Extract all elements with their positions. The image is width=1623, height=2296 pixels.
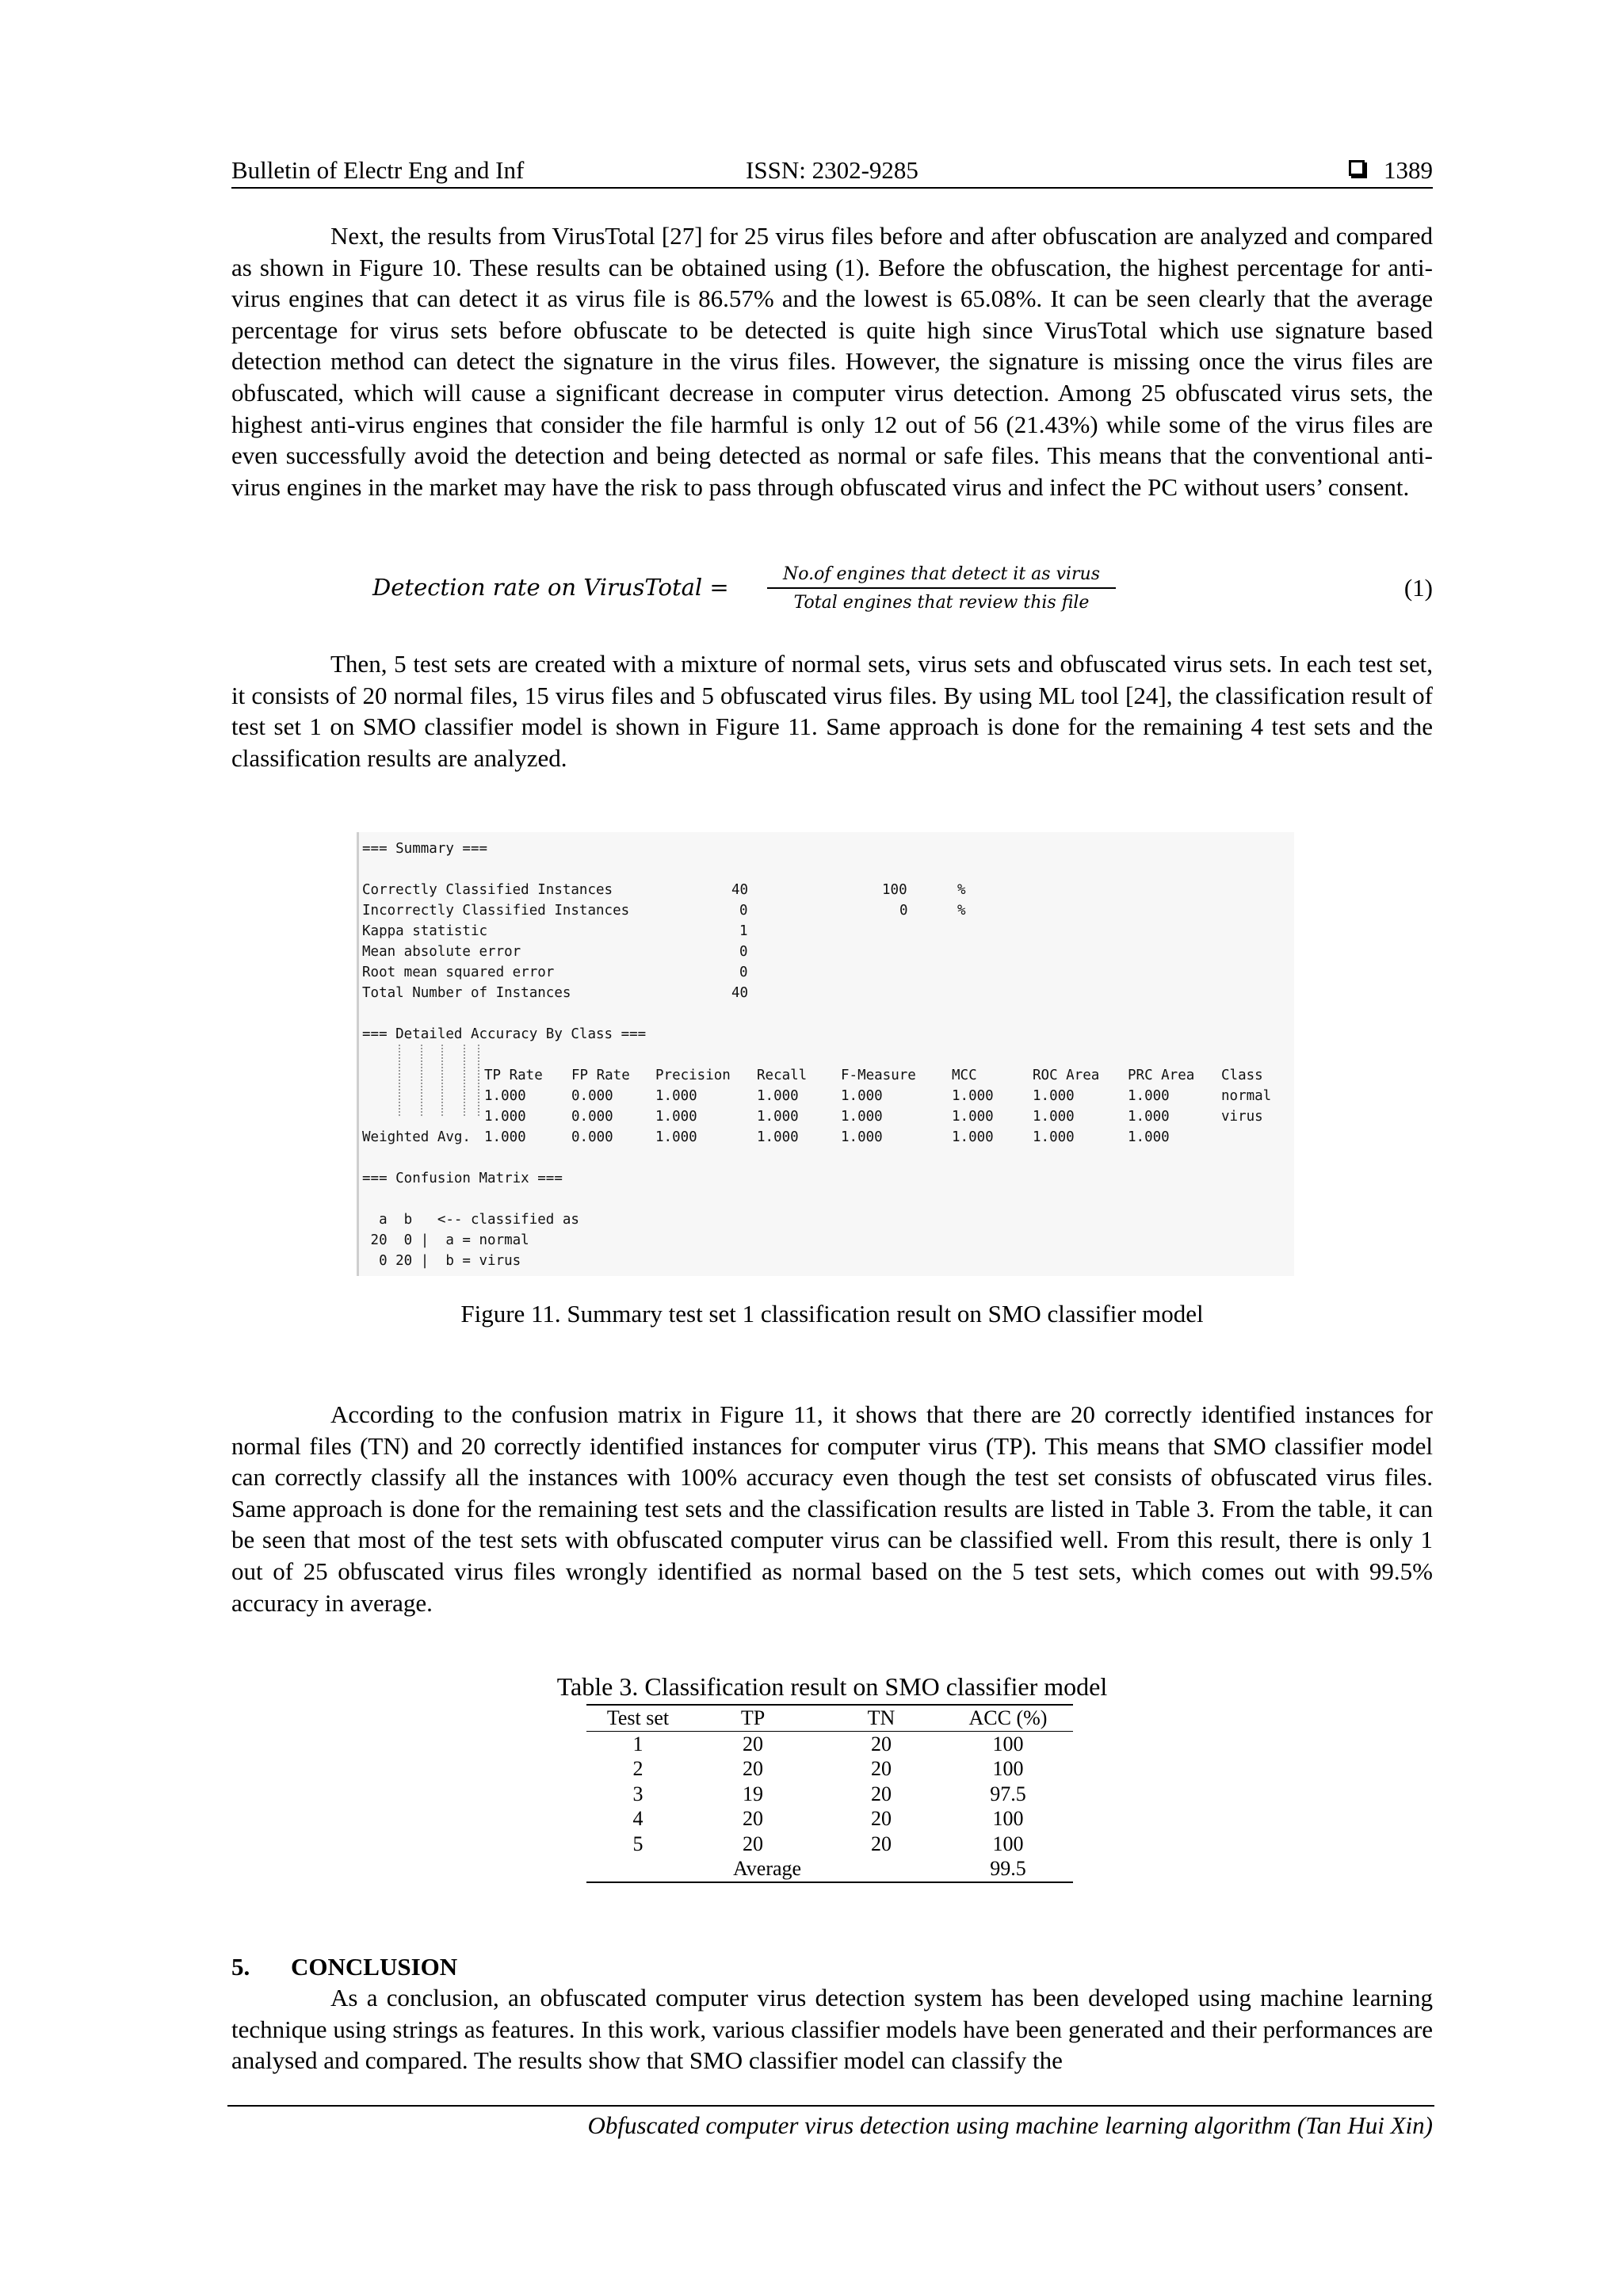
acc-cell: 1.000 xyxy=(484,1129,526,1145)
table-cell: 20 xyxy=(743,1832,763,1855)
acc-cell: 1.000 xyxy=(952,1109,994,1125)
table-cell: 20 xyxy=(743,1732,763,1755)
tree-line xyxy=(478,1045,479,1116)
summary-label: Total Number of Instances xyxy=(362,985,571,1001)
table-cell: 4 xyxy=(632,1807,643,1830)
table-cell: 100 xyxy=(992,1807,1024,1830)
table-header-row xyxy=(586,1706,1073,1732)
paragraph-conclusion: As a conclusion, an obfuscated computer virus detection system has been developed using machine learning technique using strings as features. In this work, various classifier models have been generated and their performances are analysed and compared. The results show that SMO classifier model can classify the xyxy=(231,1984,1433,2075)
summary-pct: 100 xyxy=(882,882,907,898)
summary-value: 1 xyxy=(739,923,748,939)
checkbox-square-icon xyxy=(1349,160,1365,176)
table-cell: 20 xyxy=(743,1757,763,1780)
equation-fraction xyxy=(767,564,1116,613)
page-number: 1389 xyxy=(1384,156,1433,184)
table-header-cell: TN xyxy=(867,1706,896,1729)
table-3-title: Table 3. Classification result on SMO classifier model xyxy=(556,1672,1108,1701)
acc-cell: 1.000 xyxy=(1033,1109,1075,1125)
confusion-line: a b <-- classified as xyxy=(362,1212,579,1228)
acc-cell: 1.000 xyxy=(841,1129,883,1145)
journal-name: Bulletin of Electr Eng and Inf xyxy=(231,156,525,184)
summary-label: Correctly Classified Instances xyxy=(362,882,613,898)
tree-line xyxy=(464,1045,465,1116)
summary-value: 0 xyxy=(739,944,748,960)
table-row xyxy=(586,1806,1073,1832)
equation-denominator: Total engines that review this file xyxy=(793,593,1090,613)
acc-header: PRC Area xyxy=(1128,1068,1195,1083)
tree-line xyxy=(399,1045,400,1116)
average-value: 99.5 xyxy=(990,1857,1026,1880)
table-cell: 5 xyxy=(632,1832,643,1855)
tree-line xyxy=(441,1045,443,1116)
average-label: Average xyxy=(732,1857,802,1880)
equation-lhs: Detection rate on VirusTotal = xyxy=(372,574,729,601)
acc-header: Precision xyxy=(655,1068,731,1083)
acc-cell: 1.000 xyxy=(1128,1109,1170,1125)
table-header-cell: ACC (%) xyxy=(968,1706,1048,1729)
acc-header: ROC Area xyxy=(1033,1068,1100,1083)
acc-cell: 1.000 xyxy=(1033,1129,1075,1145)
summary-value: 0 xyxy=(739,965,748,980)
summary-unit: % xyxy=(957,882,966,898)
acc-cell: 1.000 xyxy=(1128,1088,1170,1104)
summary-value: 40 xyxy=(731,985,749,1001)
table-cell: 20 xyxy=(743,1807,763,1830)
issn: ISSN: 2302-9285 xyxy=(746,156,918,184)
table-cell: 20 xyxy=(871,1807,892,1830)
acc-header: F-Measure xyxy=(841,1068,916,1083)
table-cell: 20 xyxy=(871,1832,892,1855)
acc-header: Recall xyxy=(757,1068,808,1083)
table-cell: 20 xyxy=(871,1732,892,1755)
equation-number: (1) xyxy=(1403,574,1433,602)
table-cell: 100 xyxy=(992,1757,1024,1780)
running-header xyxy=(231,155,1433,189)
acc-header: FP Rate xyxy=(571,1068,630,1083)
figure-11-caption: Figure 11. Summary test set 1 classification result on SMO classifier model xyxy=(460,1300,1204,1328)
table-row xyxy=(586,1832,1073,1857)
table-header-cell: Test set xyxy=(606,1706,670,1729)
table-cell: 97.5 xyxy=(990,1782,1026,1805)
summary-label: Kappa statistic xyxy=(362,923,488,939)
acc-cell: virus xyxy=(1221,1109,1263,1125)
table-cell: 3 xyxy=(632,1782,643,1805)
summary-label: Mean absolute error xyxy=(362,944,521,960)
acc-cell: 1.000 xyxy=(655,1088,697,1104)
confusion-line: 20 0 | a = normal xyxy=(362,1232,529,1248)
table-cell: 20 xyxy=(871,1782,892,1805)
summary-heading: === Summary === xyxy=(362,841,488,857)
acc-cell: 1.000 xyxy=(952,1088,994,1104)
summary-label: Root mean squared error xyxy=(362,965,555,980)
table-cell: 100 xyxy=(992,1732,1024,1755)
acc-cell: 1.000 xyxy=(655,1129,697,1145)
acc-cell: 1.000 xyxy=(484,1109,526,1125)
paragraph-confusion-matrix: According to the confusion matrix in Figure 11, it shows that there are 20 correctly identified instances for normal files (TN) and 20 correctly identified instances for computer virus (TP). This means that SMO classifier model can correctly classify all the instances with 100% accuracy even though the test set consists of obfuscated virus files. Same approach is done for the remaining test sets and the classification results are listed in Table 3. From the table, it can be seen that most of the test sets with obfuscated computer virus can be classified well. From this result, there is only 1 out of 25 obfuscated virus files wrongly identified as normal based on the 5 test sets, which comes out with 99.5% accuracy in average. xyxy=(231,1400,1433,1617)
acc-cell: 1.000 xyxy=(841,1109,883,1125)
table-cell: 100 xyxy=(992,1832,1024,1855)
table-row xyxy=(586,1732,1073,1757)
summary-unit: % xyxy=(957,903,966,919)
acc-cell: 0.000 xyxy=(571,1109,613,1125)
acc-cell: 1.000 xyxy=(1128,1129,1170,1145)
equation-numerator: No.of engines that detect it as virus xyxy=(767,564,1116,589)
table-cell: 1 xyxy=(632,1732,643,1755)
acc-cell: 1.000 xyxy=(1033,1088,1075,1104)
acc-cell: 0.000 xyxy=(571,1129,613,1145)
table-average-row xyxy=(586,1856,1073,1881)
paragraph-virustotal-results: Next, the results from VirusTotal [27] for 25 virus files before and after obfuscation are analyzed and compared as shown in Figure 10. These results can be obtained using (1). Before the obfuscation, the highest percentage for anti-virus engines that can detect it as virus file is 86.57% and the lowest is 65.08%. It can be seen clearly that the average percentage for virus sets before obfuscate to be detected is quite high since VirusTotal which use signature based detection method can detect the signature in the virus files. However, the signature is missing once the virus files are obfuscated, which will cause a significant decrease in computer virus detection. Among 25 obfuscated virus sets, the highest anti-virus engines that consider the file harmful is only 12 out of 56 (21.43%) while some of the virus files are even successfully avoid the detection and being detected as normal or safe files. This means that the conventional anti-virus engines in the market may have the risk to pass through obfuscated virus and infect the PC without users’ consent. xyxy=(231,222,1433,501)
section-heading xyxy=(231,1953,458,1981)
paragraph-test-sets: Then, 5 test sets are created with a mixture of normal sets, virus sets and obfuscated virus sets. In each test set, it consists of 20 normal files, 15 virus files and 5 obfuscated virus files. By using ML tool [24], the classification result of test set 1 on SMO classifier model is shown in Figure 11. Same approach is done for the remaining 4 test sets and the classification results are analyzed. xyxy=(231,650,1433,772)
acc-header: MCC xyxy=(952,1068,977,1083)
weighted-avg-label: Weighted Avg. xyxy=(362,1129,471,1145)
confusion-heading: === Confusion Matrix === xyxy=(362,1171,563,1186)
acc-cell: normal xyxy=(1221,1088,1272,1104)
tree-line xyxy=(421,1045,422,1116)
confusion-line: 0 20 | b = virus xyxy=(362,1253,521,1269)
acc-header: Class xyxy=(1221,1068,1263,1083)
acc-cell: 1.000 xyxy=(757,1129,799,1145)
acc-header: TP Rate xyxy=(484,1068,543,1083)
summary-value: 0 xyxy=(739,903,748,919)
figure-11-weka-output xyxy=(357,832,1294,1276)
section-title: CONCLUSION xyxy=(291,1953,458,1981)
summary-label: Incorrectly Classified Instances xyxy=(362,903,630,919)
table-header-cell: TP xyxy=(740,1706,766,1729)
table-cell: 20 xyxy=(871,1757,892,1780)
running-footer: Obfuscated computer virus detection using machine learning algorithm (Tan Hui Xin) xyxy=(587,2111,1433,2139)
footer-rule xyxy=(227,2105,1434,2107)
acc-cell: 0.000 xyxy=(571,1088,613,1104)
acc-cell: 1.000 xyxy=(484,1088,526,1104)
acc-cell: 1.000 xyxy=(655,1109,697,1125)
acc-cell: 1.000 xyxy=(757,1088,799,1104)
accuracy-heading: === Detailed Accuracy By Class === xyxy=(362,1026,647,1042)
table-row xyxy=(586,1782,1073,1807)
acc-cell: 1.000 xyxy=(757,1109,799,1125)
section-number: 5. xyxy=(231,1953,250,1981)
table-3 xyxy=(586,1704,1073,1883)
table-row xyxy=(586,1756,1073,1782)
table-cell: 2 xyxy=(632,1757,643,1780)
acc-cell: 1.000 xyxy=(841,1088,883,1104)
table-cell: 19 xyxy=(743,1782,763,1805)
summary-value: 40 xyxy=(731,882,749,898)
summary-pct: 0 xyxy=(899,903,908,919)
acc-cell: 1.000 xyxy=(952,1129,994,1145)
